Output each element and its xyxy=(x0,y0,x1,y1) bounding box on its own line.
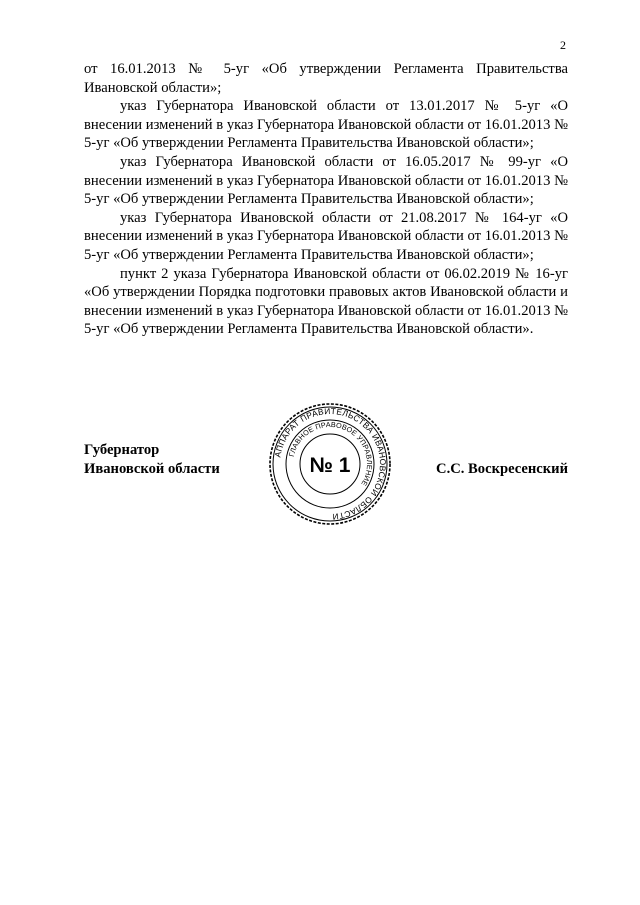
official-seal-icon xyxy=(268,402,392,526)
page-number: 2 xyxy=(560,38,566,52)
paragraph: пункт 2 указа Губернатора Ивановской области от 06.02.2019 № 16-уг «Об утверждении Порядка подготовки правовых актов Ивановской области и внесении изменений в указ Губернатора Ивановской области от 16.01.2013 № 5-уг «Об утверждении Регламента Правительства Ивановской области». xyxy=(84,265,568,338)
document-body xyxy=(84,60,568,339)
seal-outer-text: АППАРАТ ПРАВИТЕЛЬСТВА ИВАНОВСКОЙ ОБЛАСТИ xyxy=(272,405,389,523)
signatory-title-line: Губернатор xyxy=(84,442,160,458)
seal-number: № 1 xyxy=(309,454,351,477)
paragraph: указ Губернатора Ивановской области от 16.05.2017 № 99-уг «О внесении изменений в указ Губернатора Ивановской области от 16.01.2013 № 5-уг «Об утверждении Регламента Правительства Ивановской области»; xyxy=(84,153,568,208)
signatory-name: С.С. Воскресенский xyxy=(436,460,568,477)
signatory-title-line: Ивановской области xyxy=(84,460,220,477)
paragraph: указ Губернатора Ивановской области от 13.01.2017 № 5-уг «О внесении изменений в указ Губернатора Ивановской области от 16.01.2013 № 5-уг «Об утверждении Регламента Правительства Ивановской области»; xyxy=(84,98,568,152)
paragraph: указ Губернатора Ивановской области от 21.08.2017 № 164-уг «О внесении изменений в указ Губернатора Ивановской области от 16.01.2013 № 5-уг «Об утверждении Регламента Правительства Ивановской области»; xyxy=(84,209,568,263)
seal-inner-text: ГЛАВНОЕ ПРАВОВОЕ УПРАВЛЕНИЕ xyxy=(286,419,375,488)
signatory-title xyxy=(84,441,220,478)
paragraph: от 16.01.2013 № 5-уг «Об утверждении Регламента Правительства Ивановской области»; xyxy=(84,61,568,96)
